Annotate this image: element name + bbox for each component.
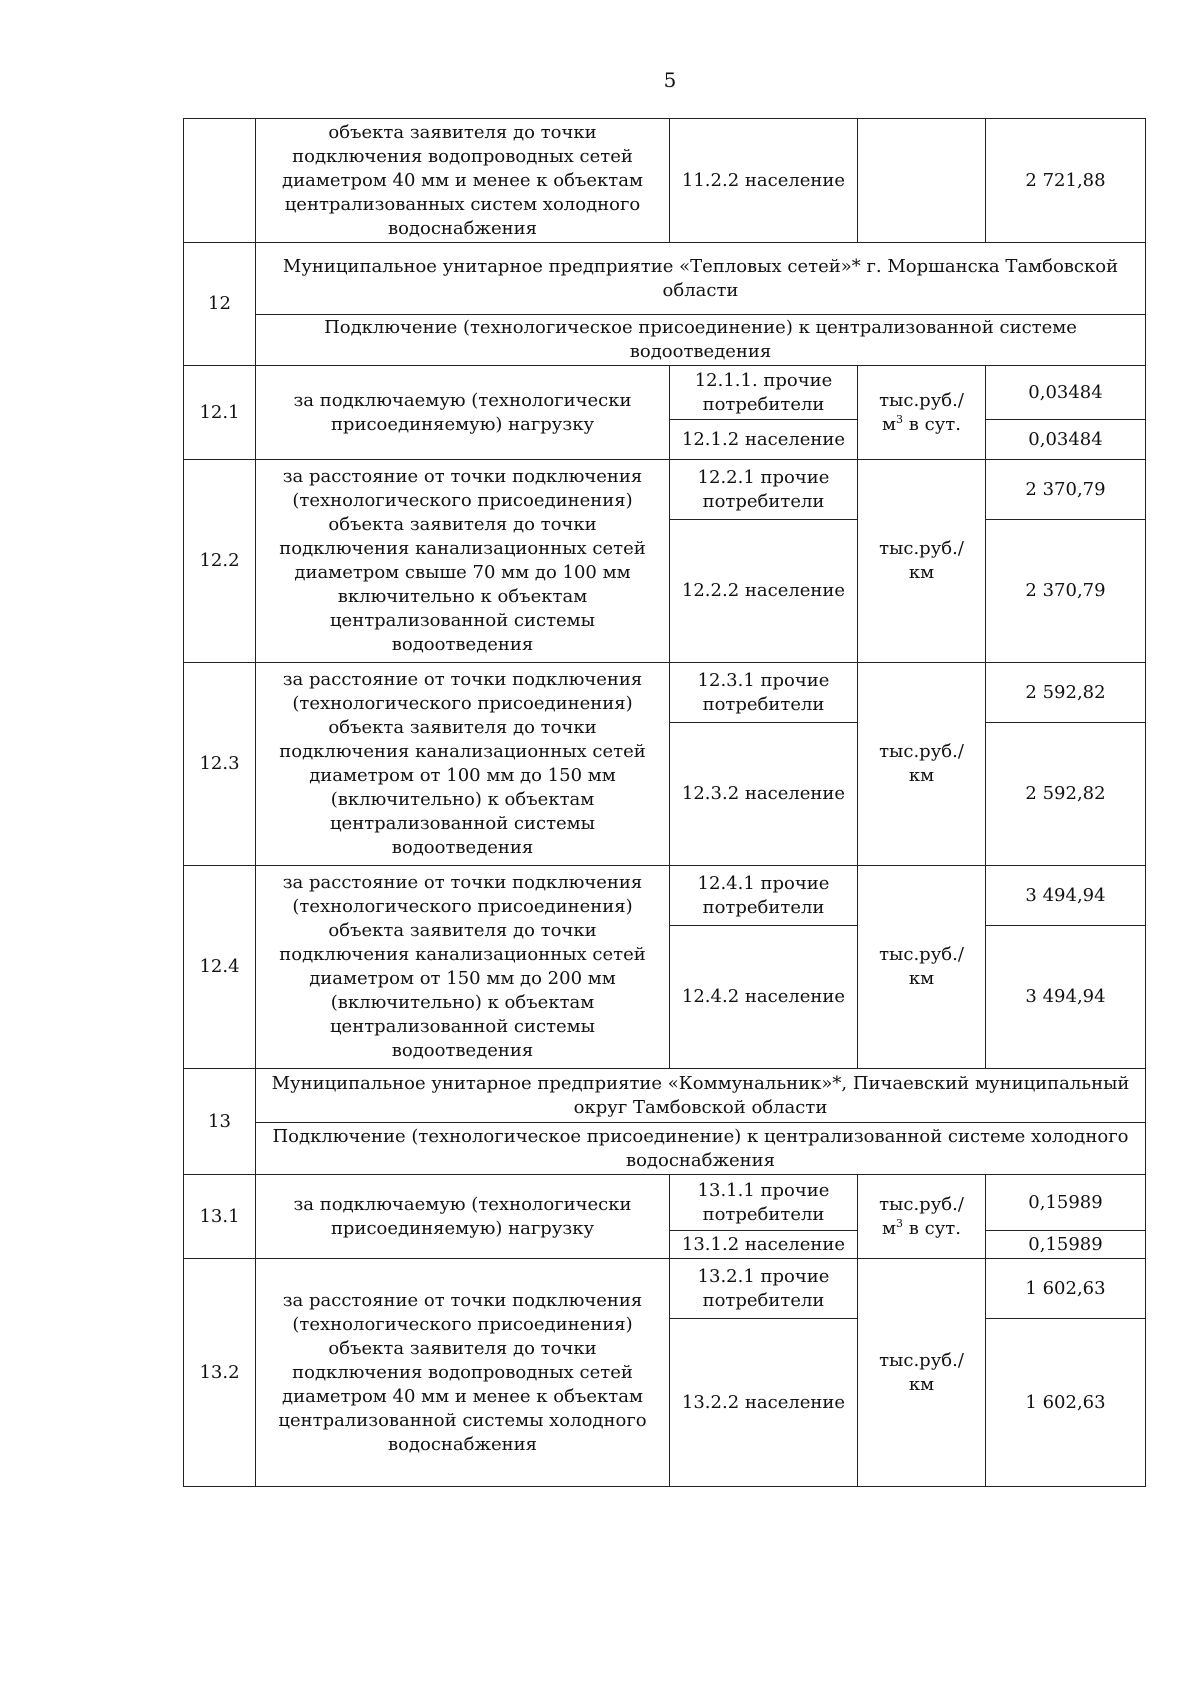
value-cell: 2 592,82 [986,723,1146,866]
category-cell: 12.1.2 население [670,420,858,460]
row-number-cell: 12.3 [184,663,256,866]
row-number-cell: 12.1 [184,366,256,460]
category-cell: 12.3.1 прочие потребители [670,663,858,723]
connection-type-cell: Подключение (технологическое присоединение) к централизованной системе водоотведения [256,315,1146,366]
unit-label: тыс.руб./ [879,389,964,411]
description-cell: за подключаемую (технологически присоединяемую) нагрузку [256,1175,670,1259]
description-cell: за расстояние от точки подключения (технологического присоединения) объекта заявителя до точки подключения канализационных сетей диаметром от 150 мм до 200 мм (включительно) к объектам централизованной системы водоотведения [256,866,670,1069]
description-cell: за расстояние от точки подключения (технологического присоединения) объекта заявителя до точки подключения канализационных сетей диаметром свыше 70 мм до 100 мм включительно к объектам централизованной системы водоотведения [256,460,670,663]
value-cell: 2 370,79 [986,460,1146,520]
connection-row [184,1123,1146,1175]
value-cell: 0,15989 [986,1231,1146,1259]
value-cell: 1 602,63 [986,1259,1146,1319]
description-cell: объекта заявителя до точки подключения водопроводных сетей диаметром 40 мм и менее к объектам централизованных систем холодного водоснабжения [256,119,670,243]
org-row [184,243,1146,315]
row-number-cell: 13.2 [184,1259,256,1487]
value-cell: 0,03484 [986,420,1146,460]
table-row [184,1175,1146,1231]
tariff-table [183,118,1146,1487]
unit-tail: в сут. [903,413,961,435]
category-cell: 12.4.1 прочие потребители [670,866,858,926]
table-row [184,119,1146,243]
unit-cell: тыс.руб./ км [858,1259,986,1487]
category-cell: 12.1.1. прочие потребители [670,366,858,420]
category-cell: 13.1.1 прочие потребители [670,1175,858,1231]
unit-cell: тыс.руб./ км [858,460,986,663]
connection-type-cell: Подключение (технологическое присоединение) к централизованной системе холодного водоснабжения [256,1123,1146,1175]
unit-cell: тыс.руб./ км [858,663,986,866]
description-cell: за расстояние от точки подключения (технологического присоединения) объекта заявителя до точки подключения канализационных сетей диаметром от 100 мм до 150 мм (включительно) к объектам централизованной системы водоотведения [256,663,670,866]
table-row [184,663,1146,723]
unit-m: м [882,413,897,435]
category-cell: 11.2.2 население [670,119,858,243]
org-number-cell: 13 [184,1069,256,1175]
value-cell: 0,15989 [986,1175,1146,1231]
category-cell: 13.2.2 население [670,1319,858,1487]
table-row [184,866,1146,926]
category-cell: 12.3.2 население [670,723,858,866]
table-row [184,1259,1146,1319]
unit-label: тыс.руб./ [879,1193,964,1215]
value-cell: 3 494,94 [986,866,1146,926]
page-number: 5 [663,68,677,92]
unit-cell [858,1175,986,1259]
unit-exponent: 3 [896,412,904,426]
value-cell: 1 602,63 [986,1319,1146,1487]
unit-cell [858,119,986,243]
table-row [184,366,1146,420]
org-name-cell: Муниципальное унитарное предприятие «Тепловых сетей»* г. Моршанска Тамбовской области [256,243,1146,315]
unit-cell [858,366,986,460]
unit-exponent: 3 [896,1216,904,1230]
org-name-cell: Муниципальное унитарное предприятие «Коммунальник»*, Пичаевский муниципальный округ Тамбовской области [256,1069,1146,1123]
category-cell: 12.2.1 прочие потребители [670,460,858,520]
value-cell: 3 494,94 [986,926,1146,1069]
value-cell: 2 592,82 [986,663,1146,723]
row-number-cell: 12.4 [184,866,256,1069]
connection-row [184,315,1146,366]
org-row [184,1069,1146,1123]
row-number-cell [184,119,256,243]
unit-cell: тыс.руб./ км [858,866,986,1069]
category-cell: 12.4.2 население [670,926,858,1069]
unit-m: м [882,1217,897,1239]
description-cell: за подключаемую (технологически присоединяемую) нагрузку [256,366,670,460]
value-cell: 2 721,88 [986,119,1146,243]
row-number-cell: 12.2 [184,460,256,663]
row-number-cell: 13.1 [184,1175,256,1259]
table-row [184,460,1146,520]
value-cell: 2 370,79 [986,520,1146,663]
org-number-cell: 12 [184,243,256,366]
category-cell: 13.2.1 прочие потребители [670,1259,858,1319]
value-cell: 0,03484 [986,366,1146,420]
category-cell: 13.1.2 население [670,1231,858,1259]
description-cell: за расстояние от точки подключения (технологического присоединения) объекта заявителя до точки подключения водопроводных сетей диаметром 40 мм и менее к объектам централизованной системы холодного водоснабжения [256,1259,670,1487]
category-cell: 12.2.2 население [670,520,858,663]
unit-tail: в сут. [903,1217,961,1239]
